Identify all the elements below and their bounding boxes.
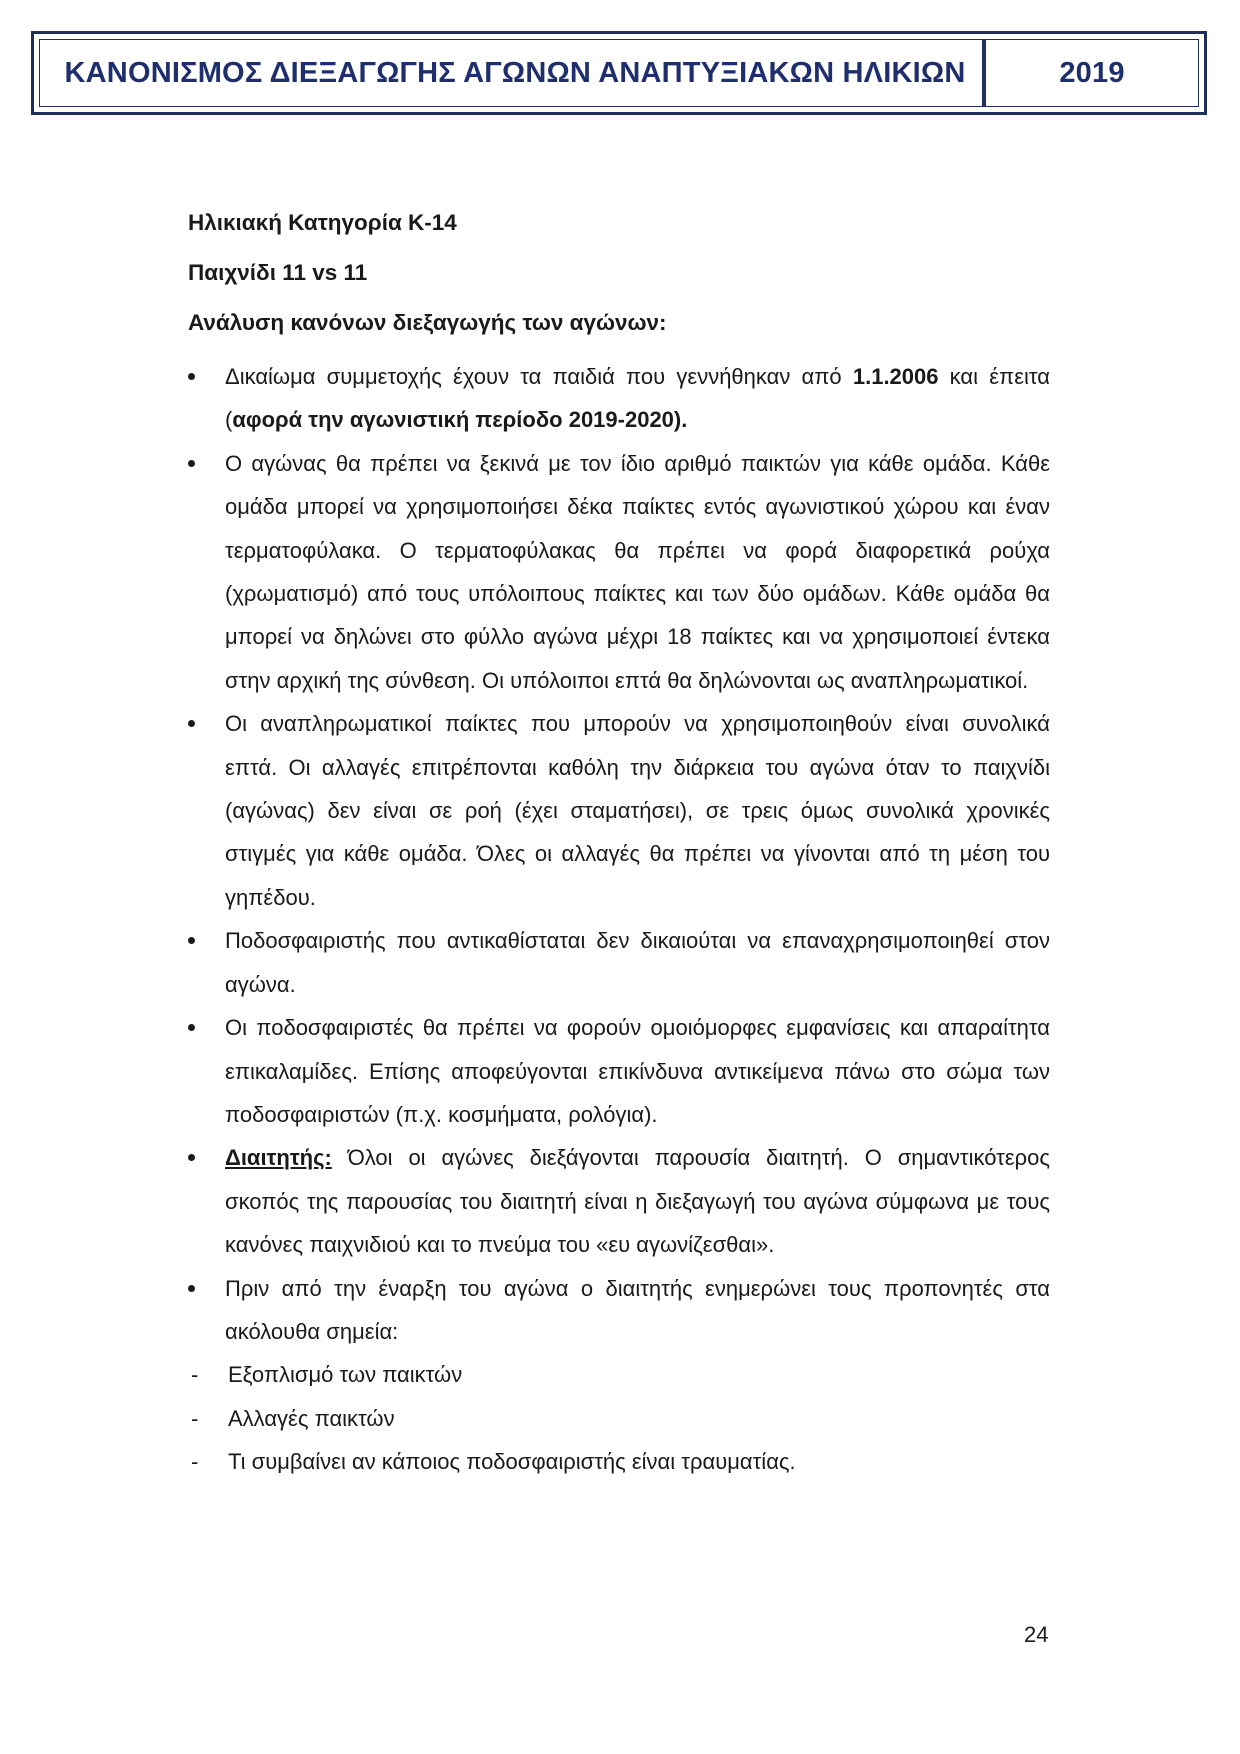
briefing-point-text: Αλλαγές παικτών bbox=[228, 1405, 395, 1431]
heading-analysis: Ανάλυση κανόνων διεξαγωγής των αγώνων: bbox=[188, 310, 667, 335]
page-number: 24 bbox=[1024, 1622, 1049, 1647]
eligibility-date: 1.1.2006 bbox=[852, 364, 939, 389]
briefing-points-list bbox=[188, 1353, 1050, 1483]
eligibility-text-mid: και έπειτα ( bbox=[225, 364, 1050, 433]
rule-players bbox=[188, 442, 1050, 702]
bullet-dot bbox=[188, 1285, 195, 1292]
bullet-dot bbox=[188, 460, 195, 467]
rule-briefing bbox=[188, 1267, 1050, 1354]
header-title-cell bbox=[40, 40, 986, 106]
rule-uniforms bbox=[188, 1006, 1050, 1136]
players-text: Ο αγώνας θα πρέπει να ξεκινά με τον ίδιο αριθμό παικτών για κάθε ομάδα. Κάθε ομάδα μπορεί να χρησιμοποιήσει δέκα παίκτες εντός αγωνιστικού χώρου και έναν τερματοφύλακα. Ο τερματοφύλακας θα πρέπει να φορά διαφορετικά ρούχα (χρωματισμό) από τους υπόλοιπους παίκτες και των δύο ομάδων. Κάθε ομάδα θα μπορεί να δηλώνει στο φύλλο αγώνα μέχρι 18 παίκτες και να χρησιμοποιεί έντεκα στην αρχική της σύνθεση. Οι υπόλοιποι επτά θα δηλώνονται ως αναπληρωματικοί. bbox=[225, 450, 1050, 693]
briefing-point bbox=[188, 1397, 1050, 1440]
dash-marker: - bbox=[191, 1449, 199, 1475]
page-content bbox=[188, 205, 1050, 1484]
bullet-dot bbox=[188, 720, 195, 727]
bullet-dot bbox=[188, 1024, 195, 1031]
uniforms-text: Οι ποδοσφαιριστές θα πρέπει να φορούν ομοιόμορφες εμφανίσεις και απαραίτητα επικαλαμίδες. Επίσης αποφεύγονται επικίνδυνα αντικείμενα πάνω στο σώμα των ποδοσφαιριστών (π.χ. κοσμήματα, ρολόγια). bbox=[225, 1015, 1050, 1127]
heading-category: Ηλικιακή Κατηγορία Κ-14 bbox=[188, 210, 457, 235]
bullet-dot bbox=[188, 1154, 195, 1161]
briefing-point bbox=[188, 1353, 1050, 1396]
document-header bbox=[31, 31, 1207, 115]
bullet-dot bbox=[188, 937, 195, 944]
replaced-text: Ποδοσφαιριστής που αντικαθίσταται δεν δικαιούται να επαναχρησιμοποιηθεί στον αγώνα. bbox=[225, 928, 1050, 997]
briefing-text: Πριν από την έναρξη του αγώνα ο διαιτητής ενημερώνει τους προπονητές στα ακόλουθα σημεία: bbox=[225, 1275, 1050, 1344]
eligibility-period: αφορά την αγωνιστική περίοδο 2019-2020). bbox=[232, 407, 688, 433]
dash-marker: - bbox=[191, 1362, 199, 1388]
header-title: ΚΑΝΟΝΙΣΜΟΣ ΔΙΕΞΑΓΩΓΗΣ ΑΓΩΝΩΝ ΑΝΑΠΤΥΞΙΑΚΩΝ ΗΛΙΚΙΩΝ bbox=[64, 56, 966, 89]
referee-text: Όλοι οι αγώνες διεξάγονται παρουσία διαιτητή. Ο σημαντικότερος σκοπός της παρουσίας του διαιτητή είναι η διεξαγωγή του αγώνα σύμφωνα με τους κανόνες παιχνιδιού και το πνεύμα του «ευ αγωνίζεσθαι». bbox=[225, 1145, 1050, 1258]
rule-replaced bbox=[188, 919, 1050, 1006]
header-year-cell bbox=[986, 40, 1198, 106]
briefing-point bbox=[188, 1440, 1050, 1483]
bullet-dot bbox=[188, 373, 195, 380]
rules-list bbox=[188, 355, 1050, 1353]
briefing-point-text: Εξοπλισμό των παικτών bbox=[228, 1362, 463, 1388]
dash-marker: - bbox=[191, 1405, 199, 1431]
rule-substitutes bbox=[188, 702, 1050, 919]
header-year: 2019 bbox=[1059, 56, 1125, 89]
heading-game: Παιχνίδι 11 vs 11 bbox=[188, 260, 368, 285]
rule-referee bbox=[188, 1136, 1050, 1266]
rule-eligibility bbox=[188, 355, 1050, 442]
eligibility-text-before: Δικαίωμα συμμετοχής έχουν τα παιδιά που γεννήθηκαν από bbox=[225, 364, 853, 389]
briefing-point-text: Τι συμβαίνει αν κάποιος ποδοσφαιριστής είναι τραυματίας. bbox=[228, 1449, 796, 1475]
header-inner-frame bbox=[39, 39, 1199, 107]
referee-label: Διαιτητής: bbox=[225, 1145, 332, 1171]
substitutes-text: Οι αναπληρωματικοί παίκτες που μπορούν να χρησιμοποιηθούν είναι συνολικά επτά. Οι αλλαγές επιτρέπονται καθόλη την διάρκεια του αγώνα όταν το παιχνίδι (αγώνας) δεν είναι σε ροή (έχει σταματήσει), σε τρεις όμως συνολικά χρονικές στιγμές για κάθε ομάδα. Όλες οι αλλαγές θα πρέπει να γίνονται από τη μέση του γηπέδου. bbox=[225, 711, 1050, 910]
